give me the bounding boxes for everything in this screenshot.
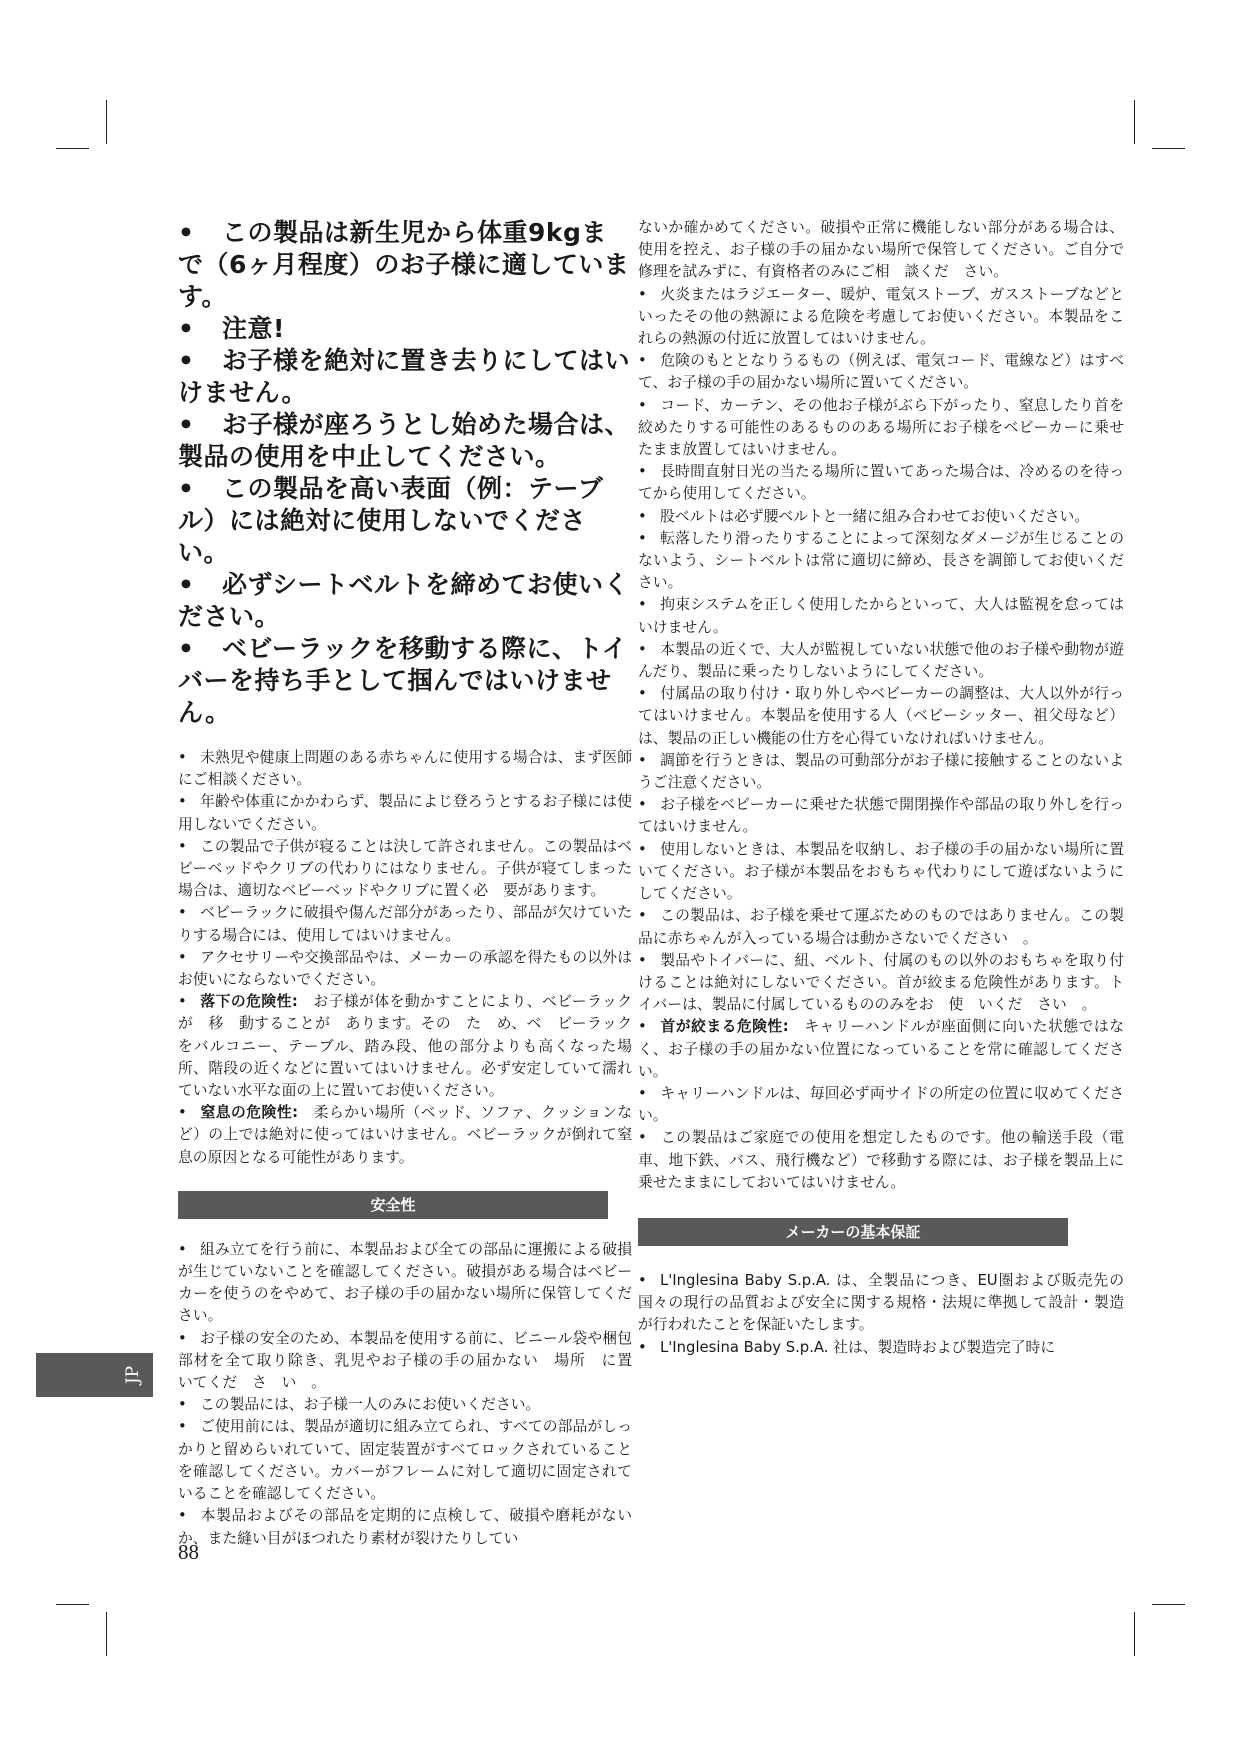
bullet-icon: • [178, 218, 195, 247]
crop-mark-top-left-v [106, 100, 107, 144]
item-text: お子様をベビーカーに乗せた状態で開閉操作や部品の取り外しを行ってはいけません。 [638, 796, 1124, 836]
bullet-icon: • [638, 751, 647, 769]
list-item [638, 461, 1124, 505]
item-text: 注意! [222, 314, 285, 343]
crop-mark-bottom-left-h [56, 1604, 89, 1605]
crop-mark-top-left-h [56, 148, 89, 149]
item-text: ご使用前には、製品が適切に組み立てられ、すべての部品がしっかりと留めらいれていて、固定装置がすべてロックされていることを確認してください。カバーがフレームに対して適切に固定されていることを確認してください。 [178, 1418, 632, 1503]
left-item-list [178, 747, 632, 1169]
list-item [178, 836, 632, 903]
list-item [638, 506, 1124, 528]
item-text: キャリーハンドルが座面側に向いた状態ではなく、お子様の手の届かない位置になっていることを常に確認してください。 [638, 1018, 1124, 1080]
item-text: 組み立てを行う前に、本製品および全ての部品に運搬による破損が生じていないことを確認してください。破損がある場合はベビーカーを使うのをやめて、お子様の手の届かない場所に保管してください。 [178, 1240, 632, 1325]
item-text: 未熟児や健康上問題のある赤ちゃんに使用する場合は、まず医師にご相談ください。 [178, 749, 632, 789]
item-text: 製品やトイバーに、紐、ベルト、付属のもの以外のおもちゃを取り付けることは絶対にしないでください。首が絞まる危険性があります。トイバーは、製品に付属しているもののみをお 使 いくだ さい 。 [638, 951, 1124, 1014]
right-item-list [638, 217, 1124, 1194]
list-item [178, 902, 632, 946]
item-text: 使用しないときは、本製品を収納し、お子様の手の届かない場所に置いてください。お子様が本製品をおもちゃ代わりにして遊ばないようにしてください。 [638, 840, 1124, 903]
item-text: 股ベルトは必ず腰ベルトと一緒に組み合わせてお使いください。 [660, 507, 1090, 525]
bullet-icon: • [638, 907, 647, 925]
list-item [638, 1270, 1124, 1337]
bullet-icon: • [178, 1396, 187, 1414]
bullet-icon: • [178, 837, 187, 855]
bullet-icon: • [638, 463, 647, 481]
item-text: 柔らかい場所（ベッド、ソファ、クッションなど）の上では絶対に使ってはいけません。ベビーラックが倒れて窒息の原因となる可能性があります。 [178, 1104, 633, 1166]
bullet-icon: • [638, 951, 647, 969]
item-lead: 落下の危険性: [200, 993, 298, 1011]
bullet-icon: • [638, 529, 647, 547]
item-text: お子様が体を動かすことにより、ベビーラックが 移 動することが あります。その た め、ベ ビーラックをバルコニー、テーブル、踏み段、他の部分よりも高くなった場所、階段の近くなどに置いてはいけません。必ず安定していて濡れていない水平な面の上に置いてお使いください。 [178, 993, 633, 1100]
item-text: 付属品の取り付け・取り外しやベビーカーの調整は、大人以外が行ってはいけません。本製品を使用する人（ベビーシッター、祖父母など）は、製品の正しい機能の仕方を心得ていなければいけません。 [638, 685, 1124, 747]
language-tab-label: JP [123, 1365, 143, 1385]
bullet-icon: • [178, 1104, 187, 1122]
list-item [638, 683, 1124, 750]
item-text: ベビーラックに破損や傷んだ部分があったり、部品が欠けていたりする場合には、使用してはいけません。 [178, 904, 632, 944]
item-text: 火炎またはラジエーター、暖炉、電気ストーブ、ガスストーブなどといったその他の熱源による危険を考慮してお使いください。本製品をこれらの熱源の付近に放置してはいけません。 [638, 285, 1124, 348]
list-item [178, 1102, 632, 1169]
crop-mark-bottom-left-v [106, 1612, 107, 1656]
crop-mark-top-right-h [1152, 148, 1185, 149]
bullet-icon: • [638, 1271, 647, 1289]
list-item [178, 1505, 632, 1549]
list-item [178, 991, 632, 1102]
item-text: お子様を絶対に置き去りにしてはいけません。 [178, 346, 631, 407]
item-text: 拘束システムを正しく使用したからといって、大人は監視を怠ってはいけません。 [638, 596, 1124, 636]
safety-list [178, 1239, 647, 1550]
list-item [178, 747, 632, 791]
list-item [638, 839, 1124, 906]
list-item [178, 1394, 632, 1416]
item-text: ベビーラックを移動する際に、トイバーを持ち手として掴んではいけません。 [178, 634, 628, 727]
bullet-icon: • [638, 685, 647, 703]
list-item [178, 1416, 632, 1505]
page-number: 88 [178, 1540, 199, 1564]
bullet-icon: • [638, 840, 647, 858]
list-item [638, 1127, 1124, 1194]
warning-item [178, 409, 632, 473]
list-item [638, 750, 1124, 794]
warranty-heading: メーカーの基本保証 [638, 1218, 1068, 1246]
list-item [638, 905, 1124, 949]
item-text: 必ずシートベルトを締めてお使いください。 [178, 570, 630, 631]
item-text: 本製品の近くで、大人が監視していない状態で他のお子様や動物が遊んだり、製品に乗ったりしないようにしてください。 [638, 640, 1124, 681]
bullet-icon: • [178, 793, 187, 811]
left-column [178, 217, 647, 1550]
bullet-icon: • [638, 1018, 647, 1036]
item-text: 本製品およびその部品を定期的に点検して、破損や磨耗がないか、また縫い目がほつれたり素材が裂けたりしてい [178, 1507, 632, 1547]
bullet-icon: • [178, 749, 187, 766]
bullet-icon: • [638, 1338, 647, 1356]
list-item [638, 594, 1124, 638]
warranty-list [638, 1270, 1124, 1359]
item-text: 転落したり滑ったりすることによって深刻なダメージが生じることのないよう、シートベルトは常に適切に締め、長さを調節してお使いください。 [638, 529, 1124, 592]
list-item [638, 528, 1124, 595]
warning-item [178, 473, 632, 569]
item-text: 長時間直射日光の当たる場所に置いてあった場合は、冷めるのを待ってから使用してください。 [638, 463, 1124, 503]
bullet-icon: • [178, 1507, 187, 1525]
item-text: この製品は新生児から体重9kgまで（6ヶ月程度）のお子様に適しています。 [178, 218, 630, 311]
bullet-icon: • [638, 507, 647, 525]
bullet-icon: • [178, 904, 187, 922]
item-lead: 窒息の危険性: [200, 1104, 299, 1122]
list-item [638, 1016, 1124, 1083]
bullet-icon: • [638, 352, 647, 370]
bullet-icon: • [178, 1418, 187, 1436]
bullet-icon: • [178, 948, 187, 966]
bullet-icon: • [178, 993, 187, 1011]
bullet-icon: • [178, 1240, 187, 1258]
list-item [638, 284, 1124, 351]
item-text: コード、カーテン、その他お子様がぶら下がったり、窒息したり首を絞めたりする可能性のあるもののある場所にお子様をベビーカーに乗せたまま放置してはいけません。 [638, 396, 1124, 459]
item-text: キャリーハンドルは、毎回必ず両サイドの所定の位置に収めてください。 [638, 1084, 1124, 1125]
crop-mark-top-right-v [1134, 100, 1135, 144]
item-text: この製品は、お子様を乗せて運ぶためのものではありません。この製品に赤ちゃんが入っている場合は動かさないでください 。 [638, 907, 1124, 947]
item-text: この製品には、お子様一人のみにお使いください。 [200, 1396, 541, 1414]
safety-heading: 安全性 [178, 1191, 608, 1219]
right-column [638, 217, 1124, 1359]
list-item [638, 794, 1124, 838]
warning-list [178, 217, 632, 729]
list-item [638, 350, 1124, 394]
item-text: 年齢や体重にかかわらず、製品によじ登ろうとするお子様には使用しないでください。 [178, 793, 632, 833]
crop-mark-bottom-right-h [1152, 1604, 1185, 1605]
bullet-icon: • [638, 796, 647, 814]
item-text: この製品はご家庭での使用を想定したものです。他の輸送手段（電車、地下鉄、バス、飛行機など）で移動する際には、お子様を製品上に乗せたままにしておいてはいけません。 [638, 1129, 1124, 1191]
bullet-icon: • [178, 346, 195, 375]
item-text: アクセサリーや交換部品やは、メーカーの承認を得たもの以外はお使いにならないでください。 [178, 948, 632, 989]
bullet-icon: • [638, 396, 647, 414]
bullet-icon: • [638, 596, 647, 614]
warning-item [178, 345, 632, 409]
list-item [638, 395, 1124, 462]
bullet-icon: • [638, 1129, 647, 1147]
bullet-icon: • [178, 474, 195, 503]
item-text: L'Inglesina Baby S.p.A. は、全製品につき、EU圏および販売先の国々の現行の品質および安全に関する規格・法規に準拠して設計・製造が行われたことを保証いたします。 [638, 1271, 1124, 1334]
list-item [178, 1328, 647, 1395]
list-item [638, 1337, 1124, 1359]
warning-item [178, 569, 632, 633]
crop-mark-bottom-right-v [1134, 1612, 1135, 1656]
warning-item [178, 313, 632, 345]
bullet-icon: • [178, 634, 195, 663]
item-text: 調節を行うときは、製品の可動部分がお子様に接触することのないようご注意ください。 [638, 751, 1124, 792]
item-text: L'Inglesina Baby S.p.A. 社は、製造時および製造完了時に [660, 1338, 1056, 1356]
item-lead: 首が絞まる危険性: [660, 1018, 789, 1036]
bullet-icon: • [178, 570, 195, 599]
bullet-icon: • [638, 1084, 647, 1102]
bullet-icon: • [638, 285, 647, 303]
list-item [178, 947, 632, 991]
item-text: お子様が座ろうとし始めた場合は、製品の使用を中止してください。 [178, 410, 631, 471]
list-item [178, 791, 632, 835]
continuation-paragraph: ないか確かめてください。破損や正常に機能しない部分がある場合は、使用を控え、お子様の手の届かない場所で保管してください。ご自分で修理を試みずに、有資格者のみにご相 談くだ さい。 [638, 219, 1124, 281]
list-item [638, 1083, 1124, 1127]
item-text: お子様の安全のため、本製品を使用する前に、ビニール袋や梱包部材を全て取り除き、乳児やお子様の手の届かない 場所 に置 いてくだ さ い 。 [178, 1329, 647, 1392]
warning-item [178, 217, 632, 313]
bullet-icon: • [178, 314, 195, 343]
bullet-icon: • [638, 640, 647, 658]
bullet-icon: • [178, 410, 195, 439]
list-item [178, 1239, 632, 1328]
item-text: 危険のもととなりうるもの（例えば、電気コード、電線など）はすべて、お子様の手の届かない場所に置いてください。 [638, 352, 1124, 392]
item-text: この製品で子供が寝ることは決して許されません。この製品はベビーベッドやクリブの代わりにはなりません。子供が寝てしまった場合は、適切なベビーベッドやクリブに置く必 要があります。 [178, 837, 632, 900]
item-text: この製品を高い表面（例：テーブル）には絶対に使用しないでください。 [178, 474, 604, 567]
warning-item [178, 633, 632, 729]
bullet-icon: • [178, 1329, 187, 1347]
list-item [638, 639, 1124, 683]
list-item [638, 950, 1124, 1017]
